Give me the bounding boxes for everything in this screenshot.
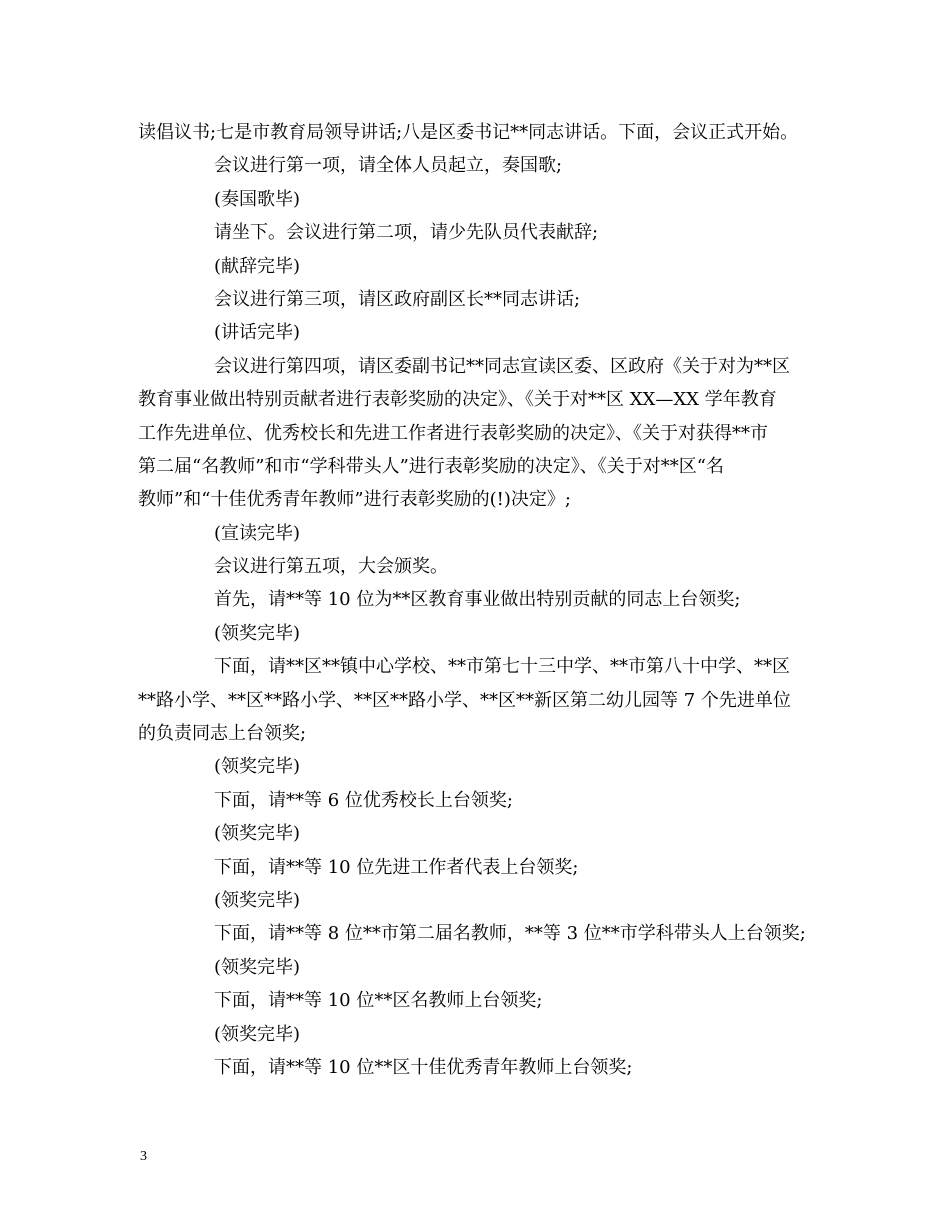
text-line: (宣读完毕): [214, 522, 301, 544]
text-line: (献辞完毕): [214, 255, 301, 277]
text-line: (讲话完毕): [214, 322, 301, 344]
page-number: 3: [140, 1149, 147, 1164]
text-line: 会议进行第五项，大会颁奖。: [214, 556, 448, 578]
text-line: 下面，请**等 10 位**区名教师上台领奖;: [214, 990, 543, 1012]
text-line: (奏国歌毕): [214, 188, 301, 210]
text-line: 第二届“名教师”和市“学科带头人”进行表彰奖励的决定》、《关于对**区“名: [138, 455, 725, 477]
text-line: 下面，请**等 10 位**区十佳优秀青年教师上台领奖;: [214, 1056, 633, 1078]
text-line: 下面，请**等 10 位先进工作者代表上台领奖;: [214, 856, 579, 878]
text-line: 教师”和“十佳优秀青年教师”进行表彰奖励的(!)决定》;: [138, 489, 571, 511]
text-line: 下面，请**等 6 位优秀校长上台领奖;: [214, 789, 513, 811]
text-line: 下面，请**区**镇中心学校、**市第七十三中学、**市第八十中学、**区: [214, 656, 790, 678]
text-line: 的负责同志上台领奖;: [138, 723, 307, 745]
document-body: [138, 116, 818, 1084]
text-line: 会议进行第三项，请区政府副区长**同志讲话;: [214, 288, 581, 310]
text-line: (领奖完毕): [214, 823, 301, 845]
text-line: 首先，请**等 10 位为**区教育事业做出特别贡献的同志上台领奖;: [214, 589, 741, 611]
text-line: 教育事业做出特别贡献者进行表彰奖励的决定》、《关于对**区 XX—XX 学年教育: [138, 389, 777, 411]
text-line: **路小学、**区**路小学、**区**路小学、**区**新区第二幼儿园等 7 个先进单位: [138, 689, 791, 711]
text-line: 请坐下。会议进行第二项，请少先队员代表献辞;: [214, 222, 599, 244]
text-line: 工作先进单位、优秀校长和先进工作者进行表彰奖励的决定》、《关于对获得**市: [138, 422, 768, 444]
text-line: 读倡议书;七是市教育局领导讲话;八是区委书记**同志讲话。下面，会议正式开始。: [138, 122, 799, 143]
text-line: (领奖完毕): [214, 1023, 301, 1045]
text-line: (领奖完毕): [214, 956, 301, 978]
text-line: (领奖完毕): [214, 889, 301, 911]
text-line: 会议进行第四项，请区委副书记**同志宣读区委、区政府《关于对为**区: [214, 355, 790, 377]
text-line: (领奖完毕): [214, 622, 301, 644]
text-line: (领奖完毕): [214, 756, 301, 778]
text-line: 下面，请**等 8 位**市第二届名教师，**等 3 位**市学科带头人上台领奖;: [214, 923, 806, 945]
text-line: 会议进行第一项，请全体人员起立，奏国歌;: [214, 155, 563, 177]
